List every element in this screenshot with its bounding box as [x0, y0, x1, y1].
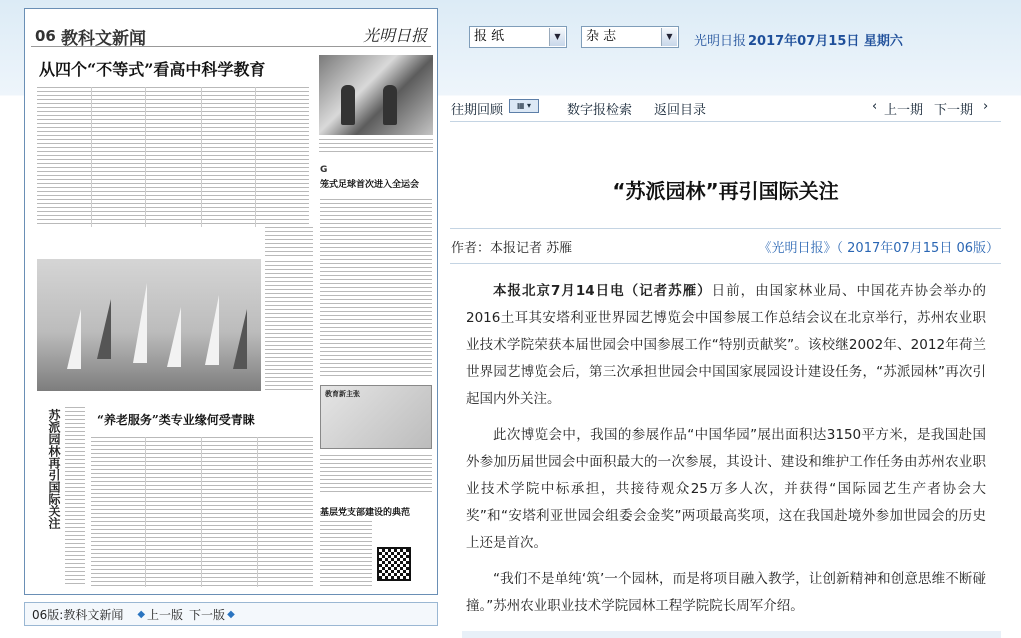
qr-code-icon: [377, 547, 411, 581]
page-photo-top[interactable]: [319, 55, 433, 135]
newspaper-select[interactable]: 报 纸 ▼: [469, 26, 567, 48]
search-link[interactable]: 数字报检索: [567, 103, 633, 118]
calendar-icon[interactable]: ▦ ▾: [509, 99, 539, 113]
prev-issue-link[interactable]: 上一期: [884, 103, 924, 118]
chevron-down-icon: ▼: [661, 28, 677, 46]
sub-headline-football[interactable]: 笼式足球首次进入全运会: [320, 180, 420, 190]
next-issue-icon: ›: [983, 99, 989, 114]
toolbar: [451, 99, 1001, 117]
sub-headline-elderly[interactable]: “养老服务”类专业缘何受青睐: [97, 413, 255, 427]
prev-issue-icon: ‹: [872, 99, 878, 114]
article-source: 《光明日报》（ 2017年07月15日 06版）: [758, 241, 999, 256]
newspaper-page-image[interactable]: 06 教科文新闻 光明日报 从四个“不等式”看高中科学教育 G 笼式足球首次进入全运会 教育新主张 苏派园林再引国际关注 “养老服务”类专业缘何受青睐 基层党支部建设的典范: [24, 8, 438, 595]
article-paragraph: “我们不是单纯‘筑’一个园林，而是将项目融入教学，让创新精神和创意思维不断碰撞。”苏州农业职业技术学院园林工程学院院长周军介绍。: [466, 571, 986, 614]
current-page-label: 06版:教科文新闻: [32, 607, 124, 622]
paper-name: 光明日报: [694, 34, 747, 49]
article-author: 作者：本报记者 苏雁: [451, 241, 573, 256]
prev-page-link[interactable]: 上一版: [147, 607, 184, 622]
page-nav-bar: [24, 602, 438, 626]
issue-date: 2017年07月15日 星期六: [748, 34, 903, 49]
page-photo-sailing[interactable]: [37, 259, 261, 391]
next-page-icon: ◆: [227, 608, 235, 620]
vertical-title-link[interactable]: 苏派园林再引国际关注: [47, 409, 61, 529]
next-page-link[interactable]: 下一版: [189, 607, 226, 622]
article-text-block[interactable]: [320, 199, 432, 379]
magazine-select[interactable]: 杂 志 ▼: [581, 26, 679, 48]
page-number: 06: [35, 27, 56, 45]
article-lead: 本报北京7月14日电（记者苏雁）: [493, 283, 712, 299]
archive-link[interactable]: 往期回顾: [451, 103, 504, 118]
sub-headline-party[interactable]: 基层党支部建设的典范: [320, 508, 411, 518]
next-issue-link[interactable]: 下一期: [934, 103, 974, 118]
page-headline[interactable]: 从四个“不等式”看高中科学教育: [39, 60, 266, 79]
prev-page-icon: ◆: [137, 608, 146, 620]
newspaper-logo: 光明日报: [362, 26, 427, 45]
article-paragraph: 本报北京7月14日电（记者苏雁）日前，由国家林业局、中国花卉协会举办的2016土耳其安塔利亚世界园艺博览会中国参展工作总结会议在北京举行，苏州农业职业技术学院荣获本届世园会中国参展工作“特别贡献奖”。该校继2002年、2012年荷兰世界园艺博览会后，第三次承担世园会中国国家展园设计建设任务，“苏派园林”再次引起国内外关注。: [466, 283, 987, 407]
article-text-block[interactable]: [91, 437, 313, 587]
article-title: “苏派园林”再引国际关注: [612, 179, 839, 203]
page-advertisement[interactable]: 教育新主张: [320, 385, 432, 449]
article-body: [466, 278, 986, 629]
page-section: 教科文新闻: [61, 29, 146, 49]
article-text-block[interactable]: [37, 87, 309, 227]
chevron-down-icon: ▼: [549, 28, 565, 46]
page-header: [31, 15, 431, 47]
contents-link[interactable]: 返回目录: [654, 103, 707, 118]
article-paragraph: 此次博览会中，我国的参展作品“中国华园”展出面积达3150平方米，是我国赴国外参加历届世园会中面积最大的一次参展，其设计、建设和维护工作任务由苏州农业职业技术学院中标承担，共接待观众25万多人次，并获得“国际园艺生产者协会大奖”和“安塔利亚世园会组委会金奖”两项最高奖项，这在我国赴境外参加世园会的历史上还是首次。: [466, 427, 986, 551]
